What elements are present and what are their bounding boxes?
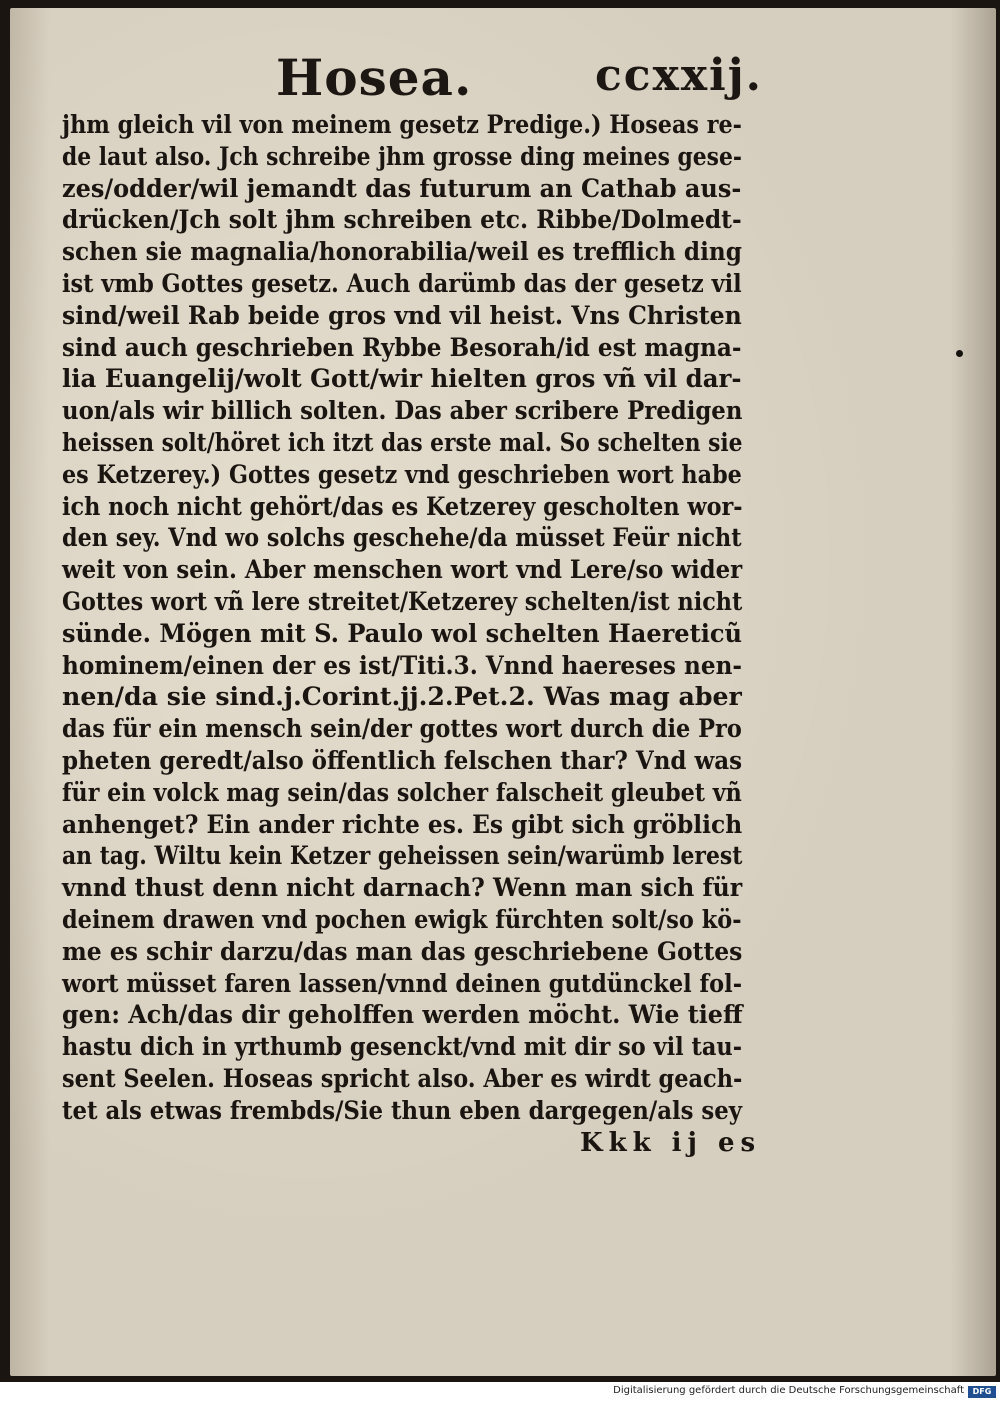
text-line: sind auch geschrieben Rybbe Besorah/id est magna-: [62, 332, 742, 362]
book-page: [10, 8, 996, 1376]
text-line: hastu dich in yrthumb gesenckt/vnd mit dir so vil tau-: [62, 1032, 743, 1062]
text-line: hominem/einen der es ist/Titi.3. Vnnd haereses nen-: [62, 650, 743, 680]
digitization-credit: Digitalisierung gefördert durch die Deutsche Forschungsgemeinschaft: [613, 1385, 964, 1396]
text-line: Gottes wort vñ lere streitet/Ketzerey schelten/ist nicht: [62, 586, 743, 616]
folio-number: ccxxij.: [595, 50, 763, 101]
text-line: tet als etwas frembds/Sie thun eben dargegen/als sey: [62, 1095, 742, 1125]
text-line: me es schir darzu/das man das geschriebene Gottes: [62, 936, 743, 966]
text-line: gen: Ach/das dir geholffen werden möcht. Wie tieff: [62, 1000, 743, 1030]
text-line: an tag. Wiltu kein Ketzer geheissen sein/warümb lerest: [62, 841, 743, 871]
text-line: sünde. Mögen mit S. Paulo wol schelten Haereticũ: [62, 618, 742, 648]
text-line: heissen solt/höret ich itzt das erste mal. So schelten sie: [62, 427, 743, 457]
text-line: sind/weil Rab beide gros vnd vil heist. Vns Christen: [62, 300, 742, 330]
footer-bar: [0, 1382, 1000, 1402]
text-line: schen sie magnalia/honorabilia/weil es trefflich ding: [62, 237, 742, 267]
text-line: vnnd thust denn nicht darnach? Wenn man sich für: [62, 873, 743, 903]
text-line: ich noch nicht gehört/das es Ketzerey gescholten wor-: [62, 491, 743, 521]
text-line: sent Seelen. Hoseas spricht also. Aber es wirdt geach-: [62, 1063, 743, 1093]
text-line: für ein volck mag sein/das solcher falscheit gleubet vñ: [62, 777, 742, 807]
text-line: uon/als wir billich solten. Das aber scribere Predigen: [62, 396, 743, 426]
text-line: es Ketzerey.) Gottes gesetz vnd geschrieben wort habe: [62, 459, 742, 489]
text-line: den sey. Vnd wo solchs geschehe/da müsset Feür nicht: [62, 523, 742, 553]
text-line: ist vmb Gottes gesetz. Auch darümb das der gesetz vil: [62, 268, 742, 298]
body-text: [62, 109, 742, 1127]
text-line: lia Euangelij/wolt Gott/wir hielten gros vñ vil dar-: [62, 364, 742, 394]
page-header: [10, 42, 996, 112]
text-line: deinem drawen vnd pochen ewigk fürchten solt/so kö-: [62, 904, 742, 934]
text-line: das für ein mensch sein/der gottes wort durch die Pro: [62, 714, 742, 744]
signature-mark: Kkk ij es: [580, 1128, 762, 1158]
text-line: zes/odder/wil jemandt das futurum an Cathab aus-: [62, 173, 742, 203]
text-line: wort müsset faren lassen/vnnd deinen gutdünckel fol-: [62, 968, 743, 998]
text-line: jhm gleich vil von meinem gesetz Predige.) Hoseas re-: [62, 110, 742, 139]
text-line: de laut also. Jch schreibe jhm grosse ding meines gese-: [62, 141, 742, 171]
text-line: anhenget? Ein ander richte es. Es gibt sich gröblich: [62, 809, 743, 839]
dfg-logo: DFG: [968, 1386, 996, 1398]
text-line: weit von sein. Aber menschen wort vnd Lere/so wider: [62, 555, 743, 585]
text-line: nen/da sie sind.j.Corint.jj.2.Pet.2. Was mag aber: [62, 682, 742, 712]
text-line: pheten geredt/also öffentlich felschen thar? Vnd was: [62, 745, 743, 775]
running-title: Hosea.: [276, 48, 473, 107]
ink-dot: [956, 350, 963, 357]
text-line: drücken/Jch solt jhm schreiben etc. Ribbe/Dolmedt-: [62, 205, 742, 235]
